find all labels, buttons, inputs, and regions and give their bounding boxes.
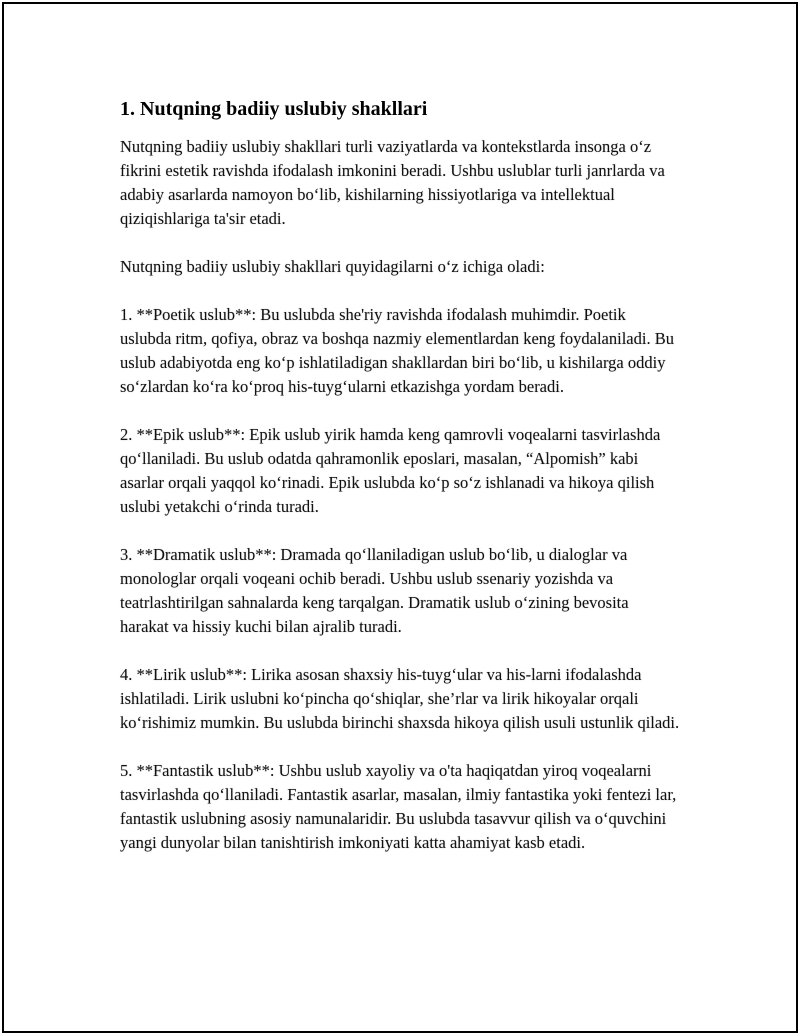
section-heading: 1. Nutqning badiiy uslubiy shakllari xyxy=(120,98,428,120)
poetic-style-paragraph: 1. **Poetik uslub**: Bu uslubda she'riy ravishda ifodalash muhimdir. Poetik uslubda ritm, qofiya, obraz va boshqa nazmiy elementlardan keng foydalaniladi. Bu uslub adabiyotda eng ko‘p ishlatiladigan shakllardan biri bo‘lib, u kishilarga oddiy so‘zlardan ko‘ra ko‘proq his-tuyg‘ularni etkazishga yordam beradi. xyxy=(120,305,674,396)
dramatic-style-paragraph: 3. **Dramatik uslub**: Dramada qo‘llaniladigan uslub bo‘lib, u dialoglar va monologlar orqali voqeani ochib beradi. Ushbu uslub ssenariy yozishda va teatrlashtirilgan sahnalarda keng tarqalgan. Dramatik uslub o‘zining bevosita harakat va hissiy kuchi bilan ajralib turadi. xyxy=(120,545,629,636)
document-page xyxy=(2,2,798,1033)
fantastic-style-paragraph: 5. **Fantastik uslub**: Ushbu uslub xayoliy va o'ta haqiqatdan yiroq voqealarni tasvirlashda qo‘llaniladi. Fantastik asarlar, masalan, ilmiy fantastika yoki fentezi lar, fantastik uslubning asosiy namunalaridir. Bu uslubda tasavvur qilish va o‘quvchini yangi dunyolar bilan tanishtirish imkoniyati katta ahamiyat kasb etadi. xyxy=(120,761,677,852)
lyric-style-paragraph: 4. **Lirik uslub**: Lirika asosan shaxsiy his-tuyg‘ular va his-larni ifodalashda ishlatiladi. Lirik uslubni ko‘pincha qo‘shiqlar, she’rlar va lirik hikoyalar orqali ko‘rishimiz mumkin. Bu uslubda birinchi shaxsda hikoya qilish usuli ustunlik qiladi. xyxy=(120,665,680,732)
epic-style-paragraph: 2. **Epik uslub**: Epik uslub yirik hamda keng qamrovli voqealarni tasvirlashda qo‘llaniladi. Bu uslub odatda qahramonlik eposlari, masalan, “Alpomish” kabi asarlar orqali yaqqol ko‘rinadi. Epik uslubda ko‘p so‘z ishlanadi va hikoya qilish uslubi yetakchi o‘rinda turadi. xyxy=(120,425,661,516)
intro-paragraph: Nutqning badiiy uslubiy shakllari turli vaziyatlarda va kontekstlarda insonga o‘z fikrini estetik ravishda ifodalash imkonini beradi. Ushbu uslublar turli janrlarda va adabiy asarlarda namoyon bo‘lib, kishilarning hissiyotlariga va intellektual qiziqishlariga ta'sir etadi. xyxy=(120,137,665,228)
document-body xyxy=(120,97,680,879)
list-intro-paragraph: Nutqning badiiy uslubiy shakllari quyidagilarni o‘z ichiga oladi: xyxy=(120,257,545,276)
